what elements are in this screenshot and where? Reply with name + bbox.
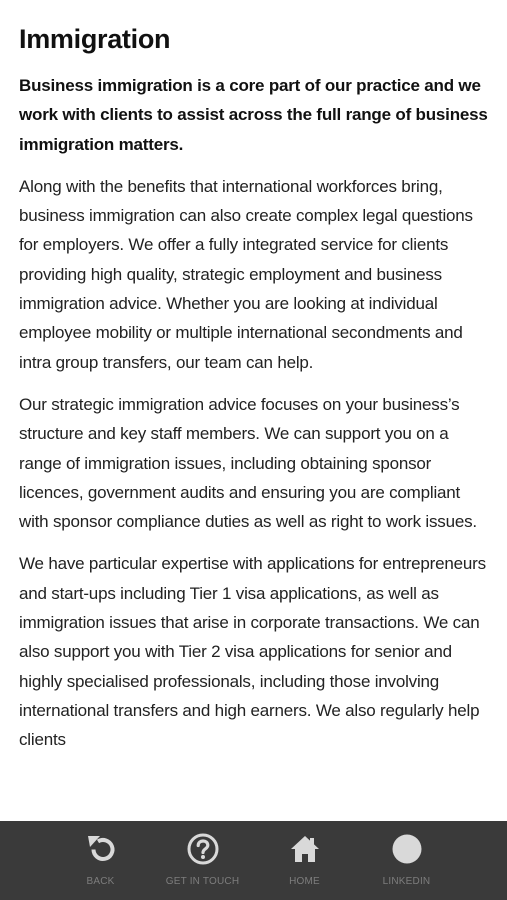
back-arrow-icon: [84, 832, 118, 866]
body-paragraph-1: Along with the benefits that international workforces bring, business immigration can also create complex legal questions for employers. We offer a fully integrated service for clients providing high quality, strategic employment and business immigration advice. Whether you are looking at individual employee mobility or multiple international secondments and intra group transfers, our team can help.: [19, 176, 473, 372]
bottom-navigation-bar: [0, 821, 507, 900]
back-label: BACK: [86, 876, 115, 887]
get-in-touch-label: GET IN TOUCH: [165, 876, 240, 887]
linkedin-circle-icon: [390, 832, 424, 866]
home-button[interactable]: [254, 821, 356, 900]
linkedin-button[interactable]: [356, 821, 458, 900]
linkedin-label: LINKEDIN: [382, 876, 431, 887]
body-paragraph-3: We have particular expertise with applications for entrepreneurs and start-ups including Tier 1 visa applications, as well as immigration issues that arise in corporate transactions. We can also support you with Tier 2 visa applications for senior and highly specialised professionals, including those involving international transfers and high earners. We also regularly help clients: [19, 554, 486, 750]
body-paragraph-2: Our strategic immigration advice focuses on your business’s structure and key staff members. We can support you on a range of immigration issues, including obtaining sponsor licences, government audits and ensuring you are compliant with sponsor compliance duties as well as right to work issues.: [19, 394, 477, 532]
get-in-touch-button[interactable]: [152, 821, 254, 900]
home-label: HOME: [289, 876, 320, 887]
page-title: Immigration: [19, 24, 171, 54]
lead-paragraph: Business immigration is a core part of our practice and we work with clients to assist across the full range of business immigration matters.: [19, 76, 488, 154]
back-button[interactable]: [50, 821, 152, 900]
question-icon: [186, 832, 220, 866]
home-icon: [288, 832, 322, 866]
